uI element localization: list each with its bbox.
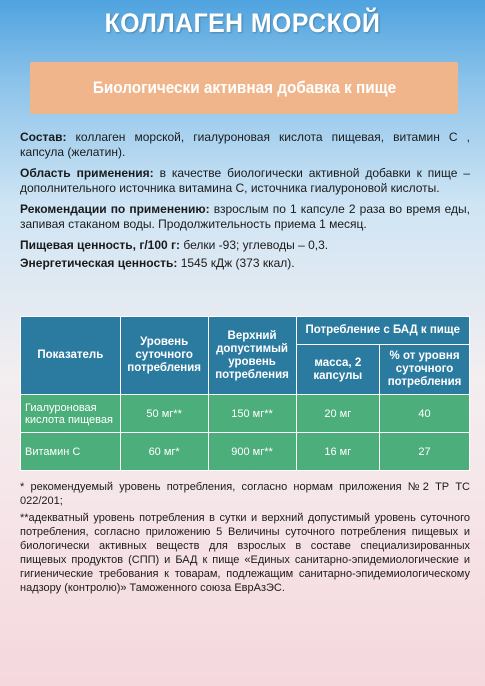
- nutrition-paragraph: [20, 238, 470, 253]
- application-paragraph: [20, 166, 470, 196]
- header-daily: Уровень суточного потребления: [120, 317, 208, 395]
- row-percent: 27: [380, 433, 470, 471]
- application-label: Область применения:: [20, 166, 154, 180]
- row-percent: 40: [380, 395, 470, 433]
- subtitle-band: [30, 62, 458, 114]
- recommendations-label: Рекомендации по применению:: [20, 202, 210, 216]
- composition-text: коллаген морской, гиалуроновая кислота пищевая, витамин С , капсула (желатин).: [20, 130, 470, 159]
- header-mass: масса, 2 капсулы: [296, 345, 380, 395]
- footnotes: [20, 480, 470, 598]
- composition-label: Состав:: [20, 130, 67, 144]
- product-subtitle: Биологически активная добавка к пище: [92, 78, 396, 97]
- header-indicator: Показатель: [21, 317, 121, 395]
- header-percent: % от уровня суточного потребления: [380, 345, 470, 395]
- row-name: Гиалуроновая кислота пищевая: [21, 395, 121, 433]
- nutrition-text: белки -93; углеводы – 0,3.: [180, 238, 329, 252]
- row-mass: 20 мг: [296, 395, 380, 433]
- footnote-2: **адекватный уровень потребления в сутки и верхний допустимый уровень суточного потребления, согласно приложению 5 Величины суточного потребления пищевых и биологически активных веществ для взрослых в составе специализированных пищевых продуктов (СПП) и БАД к пище «Единых санитарно-эпидемиологические и гигиенические требования к товарам, подлежащим санитарно-эпидемиологическому надзору (контролю)» Таможенного союза ЕврАзЭС.: [20, 512, 470, 594]
- recommendations-text: взрослым по 1 капсуле 2 раза во время еды, запивая стаканом воды. Продолжительность приема 1 месяц.: [20, 202, 470, 231]
- footnote-1: * рекомендуемый уровень потребления, согласно нормам приложения №2 ТР ТС 022/201;: [20, 481, 470, 507]
- row-name: Витамин С: [21, 433, 121, 471]
- row-upper: 150 мг**: [208, 395, 296, 433]
- row-mass: 16 мг: [296, 433, 380, 471]
- composition-paragraph: [20, 130, 470, 160]
- row-daily: 50 мг**: [120, 395, 208, 433]
- application-text: в качестве биологически активной добавки к пище – дополнительного источника витамина С, источника гиалуроновой кислоты.: [20, 166, 471, 195]
- energy-paragraph: [20, 256, 470, 271]
- product-title: КОЛЛАГЕН МОРСКОЙ: [104, 8, 381, 38]
- table-row: [21, 395, 470, 433]
- energy-label: Энергетическая ценность:: [20, 256, 178, 270]
- recommendations-paragraph: [20, 202, 470, 232]
- energy-text: 1545 кДж (373 ккал).: [177, 256, 295, 270]
- header-upper: Верхний допустимый уровень потребления: [208, 317, 296, 395]
- table-row: [21, 433, 470, 471]
- row-daily: 60 мг*: [120, 433, 208, 471]
- nutrition-label: Пищевая ценность, г/100 г:: [20, 238, 181, 252]
- row-upper: 900 мг**: [208, 433, 296, 471]
- header-consumption: Потребление с БАД к пище: [296, 317, 470, 345]
- product-info: [20, 130, 470, 274]
- nutrition-table: [20, 316, 470, 471]
